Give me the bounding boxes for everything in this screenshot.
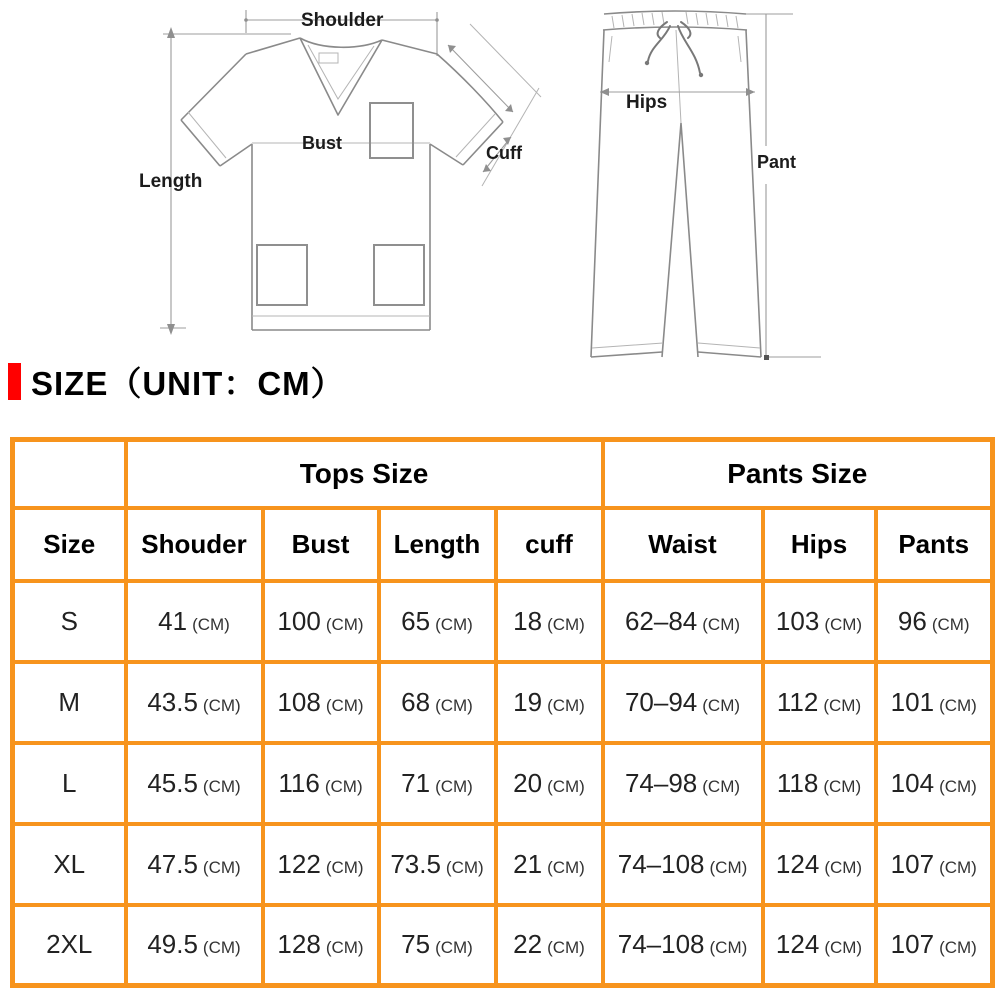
unit-label: (CM) <box>435 938 473 958</box>
measurement-cell <box>496 662 603 743</box>
measurement-cell <box>379 824 496 905</box>
unit-label: (CM) <box>702 695 741 715</box>
col-header-bust: Bust <box>263 508 379 581</box>
measurement-value: 112 <box>776 686 819 717</box>
measurement-value: 22 <box>513 929 543 960</box>
measurement-diagram <box>0 0 1000 375</box>
length-label: Length <box>139 171 203 192</box>
measurement-value: 47.5 <box>147 848 198 879</box>
measurement-value: 41 <box>158 605 188 636</box>
measurement-cell <box>876 905 993 986</box>
measurement-cell <box>379 581 496 662</box>
measurement-value: 49.5 <box>147 929 198 960</box>
measurement-cell <box>379 743 496 824</box>
measurement-value: 124 <box>775 848 820 879</box>
measurement-value: 122 <box>277 848 321 879</box>
measurement-value: 68 <box>401 686 431 717</box>
measurement-cell <box>496 824 603 905</box>
col-header-waist: Waist <box>603 508 763 581</box>
col-header-shouder: Shouder <box>126 508 263 581</box>
unit-label: (CM) <box>547 938 585 958</box>
bust-label: Bust <box>302 133 342 153</box>
unit-label: (CM) <box>435 776 473 796</box>
measurement-cell <box>763 581 876 662</box>
measurement-cell <box>496 743 603 824</box>
measurement-cell <box>763 905 876 986</box>
unit-label: (CM) <box>547 695 585 715</box>
unit-label: (CM) <box>702 776 741 796</box>
unit-label: (CM) <box>823 776 862 796</box>
table-row <box>13 824 993 905</box>
measurement-value: 43.5 <box>147 686 198 717</box>
measurement-cell <box>263 905 379 986</box>
measurement-value: 71 <box>401 767 431 798</box>
table-row <box>13 662 993 743</box>
unit-label: (CM) <box>202 776 241 796</box>
measurement-value: 128 <box>277 929 321 960</box>
unit-label: (CM) <box>202 695 241 715</box>
unit-label: (CM) <box>202 938 241 958</box>
measurement-cell <box>126 905 263 986</box>
measurement-cell <box>379 905 496 986</box>
measurement-cell <box>126 824 263 905</box>
scrub-top-drawing <box>160 10 541 335</box>
measurement-cell <box>379 662 496 743</box>
shoulder-label: Shoulder <box>301 10 384 31</box>
pants-size-group-header: Pants Size <box>603 440 993 508</box>
measurement-cell <box>263 662 379 743</box>
measurement-cell <box>263 824 379 905</box>
measurement-cell <box>876 581 993 662</box>
size-section-heading <box>8 360 345 402</box>
measurement-value: 20 <box>513 767 543 798</box>
unit-label: (CM) <box>435 614 473 634</box>
unit-label: (CM) <box>202 857 241 877</box>
unit-label: (CM) <box>939 857 977 877</box>
col-header-hips: Hips <box>763 508 876 581</box>
scrub-pants-drawing <box>591 11 821 360</box>
measurement-value: 116 <box>278 767 320 798</box>
size-cell: 2XL <box>13 905 126 986</box>
measurement-cell <box>603 662 763 743</box>
measurement-value: 107 <box>890 848 935 879</box>
pant-label: Pant <box>757 152 797 172</box>
unit-label: (CM) <box>325 695 364 715</box>
unit-label: (CM) <box>709 938 748 958</box>
unit-label: (CM) <box>325 614 364 634</box>
measurement-value: 96 <box>897 605 927 636</box>
unit-label: (CM) <box>547 857 585 877</box>
unit-label: (CM) <box>939 776 977 796</box>
measurement-value: 19 <box>513 686 543 717</box>
unit-label: (CM) <box>939 938 977 958</box>
measurement-cell <box>763 824 876 905</box>
measurement-value: 124 <box>775 929 820 960</box>
col-header-pants: Pants <box>876 508 993 581</box>
size-cell: S <box>13 581 126 662</box>
measurement-cell <box>496 905 603 986</box>
empty-corner-cell <box>13 440 126 508</box>
size-unit-title: SIZE（UNIT：CM） <box>31 364 345 402</box>
measurement-cell <box>876 743 993 824</box>
measurement-value: 108 <box>277 686 321 717</box>
measurement-cell <box>603 581 763 662</box>
unit-label: (CM) <box>445 857 484 877</box>
measurement-cell <box>496 581 603 662</box>
unit-label: (CM) <box>547 614 585 634</box>
measurement-value: 18 <box>513 605 543 636</box>
unit-label: (CM) <box>823 695 862 715</box>
unit-label: (CM) <box>939 695 977 715</box>
measurement-value: 65 <box>401 605 431 636</box>
unit-label: (CM) <box>824 857 863 877</box>
hips-label: Hips <box>626 92 668 113</box>
unit-label: (CM) <box>547 776 585 796</box>
unit-label: (CM) <box>824 614 863 634</box>
unit-label: (CM) <box>435 695 473 715</box>
measurement-cell <box>603 824 763 905</box>
red-accent-bar <box>8 363 21 400</box>
unit-label: (CM) <box>192 614 230 634</box>
measurement-value: 118 <box>776 767 819 798</box>
unit-label: (CM) <box>824 938 863 958</box>
measurement-value: 70–94 <box>624 686 698 717</box>
unit-label: (CM) <box>702 614 741 634</box>
unit-label: (CM) <box>709 857 748 877</box>
table-row <box>13 905 993 986</box>
unit-label: (CM) <box>325 857 364 877</box>
measurement-value: 107 <box>890 929 935 960</box>
measurement-value: 62–84 <box>624 605 698 636</box>
measurement-value: 104 <box>890 767 935 798</box>
measurement-value: 73.5 <box>390 848 441 879</box>
measurement-cell <box>603 743 763 824</box>
measurement-value: 45.5 <box>147 767 198 798</box>
measurement-value: 75 <box>401 929 431 960</box>
unit-label: (CM) <box>325 938 364 958</box>
table-row <box>13 581 993 662</box>
measurement-cell <box>763 743 876 824</box>
size-cell: M <box>13 662 126 743</box>
unit-label: (CM) <box>324 776 363 796</box>
measurement-cell <box>126 581 263 662</box>
measurement-cell <box>603 905 763 986</box>
table-column-header-row <box>13 508 993 581</box>
unit-label: (CM) <box>931 614 970 634</box>
measurement-value: 74–108 <box>617 848 705 879</box>
measurement-value: 101 <box>890 686 935 717</box>
measurement-cell <box>263 581 379 662</box>
measurement-cell <box>263 743 379 824</box>
col-header-size: Size <box>13 508 126 581</box>
measurement-cell <box>876 824 993 905</box>
measurement-value: 74–98 <box>624 767 698 798</box>
measurement-value: 74–108 <box>617 929 705 960</box>
measurement-value: 103 <box>775 605 820 636</box>
measurement-cell <box>763 662 876 743</box>
measurement-cell <box>126 662 263 743</box>
tops-size-group-header: Tops Size <box>126 440 603 508</box>
table-row <box>13 743 993 824</box>
measurement-cell <box>126 743 263 824</box>
col-header-cuff: cuff <box>496 508 603 581</box>
size-cell: L <box>13 743 126 824</box>
size-chart-table <box>10 437 995 988</box>
measurement-value: 21 <box>513 848 543 879</box>
cuff-label: Cuff <box>486 143 522 163</box>
size-cell: XL <box>13 824 126 905</box>
table-group-header-row <box>13 440 993 508</box>
measurement-cell <box>876 662 993 743</box>
col-header-length: Length <box>379 508 496 581</box>
measurement-value: 100 <box>277 605 321 636</box>
